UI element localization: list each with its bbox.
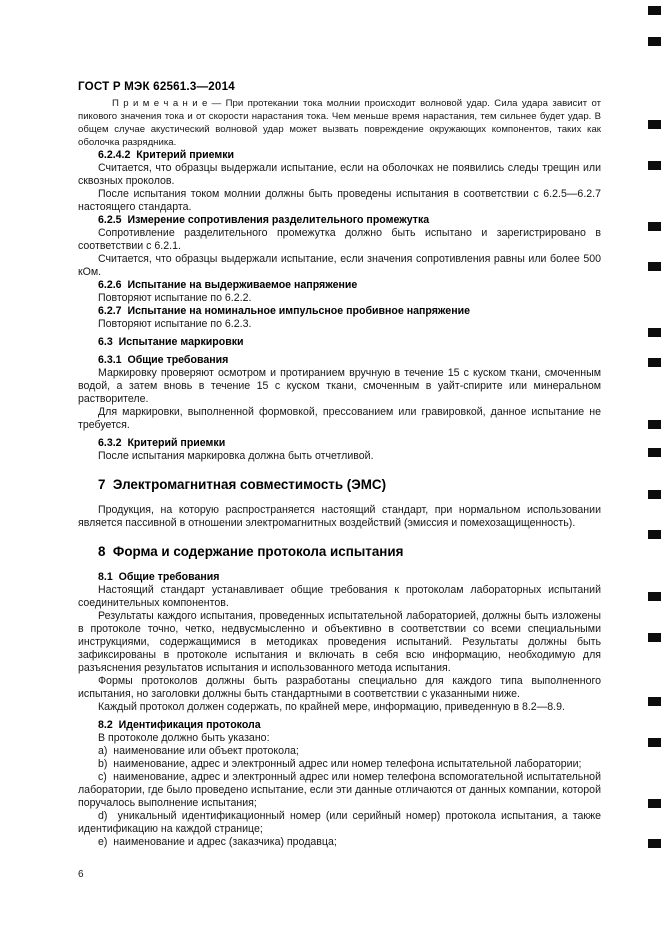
list-item: c) наименование, адрес и электронный адрес или номер телефона вспомогательной испытательной лаборатории, где было проведено испытание, если эти данные отличаются от данных компании, которой поручалось выполнение испытания; bbox=[78, 771, 601, 809]
clause-heading: 6.2.4.2 Критерий приемки bbox=[98, 149, 235, 161]
list-item: d) уникальный идентификационный номер (или серийный номер) протокола испытания, а также идентификацию на каждой странице; bbox=[78, 810, 601, 835]
scan-mark bbox=[648, 222, 661, 231]
scan-mark bbox=[648, 738, 661, 747]
paragraph: Результаты каждого испытания, проведенных испытательной лабораторией, должны быть изложены в протоколе точно, четко, недвусмысленно и объективно в соответствии со всеми специальными инструкциями, содержащимися в методиках проведения испытаний. Результаты должны быть зафиксированы в протоколе испытания и включать в себя всю информацию, необходимую для разъяснения результатов испытания и использованного метода испытания. bbox=[78, 610, 601, 674]
paragraph: Каждый протокол должен содержать, по крайней мере, информацию, приведенную в 8.2—8.9. bbox=[98, 701, 565, 713]
scan-mark bbox=[648, 358, 661, 367]
paragraph: Маркировку проверяют осмотром и протиранием вручную в течение 15 с куском ткани, смоченным водой, а затем вновь в течение 15 с куском ткани, смоченным в уайт-спирите или минеральном растворителе. bbox=[78, 367, 601, 405]
list-item: a) наименование или объект протокола; bbox=[98, 745, 299, 757]
clause-heading: 8.2 Идентификация протокола bbox=[98, 719, 261, 731]
page-number: 6 bbox=[78, 869, 84, 880]
paragraph: Считается, что образцы выдержали испытание, если на оболочках не появились следы трещин или сквозных проколов. bbox=[78, 162, 601, 187]
clause-heading: 6.2.5 Измерение сопротивления разделительного промежутка bbox=[98, 214, 430, 226]
list-item: e) наименование и адрес (заказчика) продавца; bbox=[98, 836, 337, 848]
clause-heading: 6.2.6 Испытание на выдерживаемое напряжение bbox=[98, 279, 358, 291]
document-header: ГОСТ Р МЭК 62561.3—2014 bbox=[78, 80, 235, 93]
scan-mark bbox=[648, 799, 661, 808]
scan-mark bbox=[648, 839, 661, 848]
clause-heading: 6.3.1 Общие требования bbox=[98, 354, 229, 366]
scan-mark bbox=[648, 37, 661, 46]
paragraph: В протоколе должно быть указано: bbox=[98, 732, 270, 744]
paragraph: Сопротивление разделительного промежутка должно быть испытано и зарегистрировано в соответствии с 6.2.1. bbox=[78, 227, 601, 252]
paragraph: Формы протоколов должны быть разработаны специально для каждого типа выполненного испытания, но заголовки должны быть стандартными в соответствии с указанными ниже. bbox=[78, 675, 601, 700]
clause-heading: 6.2.7 Испытание на номинальное импульсное пробивное напряжение bbox=[98, 305, 470, 317]
clause-heading: 6.3 Испытание маркировки bbox=[98, 336, 244, 348]
scan-mark bbox=[648, 633, 661, 642]
scan-mark bbox=[648, 420, 661, 429]
document-content bbox=[78, 80, 601, 849]
scan-mark bbox=[648, 161, 661, 170]
paragraph: Повторяют испытание по 6.2.3. bbox=[98, 318, 252, 330]
clause-heading: 6.3.2 Критерий приемки bbox=[98, 437, 226, 449]
paragraph: Повторяют испытание по 6.2.2. bbox=[98, 292, 252, 304]
scan-mark bbox=[648, 120, 661, 129]
scan-mark bbox=[648, 6, 661, 15]
scan-mark bbox=[648, 697, 661, 706]
chapter-heading: 8 Форма и содержание протокола испытания bbox=[98, 544, 404, 559]
paragraph: Для маркировки, выполненной формовкой, прессованием или гравировкой, данное испытание не требуется. bbox=[78, 406, 601, 431]
paragraph: Продукция, на которую распространяется настоящий стандарт, при нормальном использовании является пассивной в отношении электромагнитных воздействий (эмиссия и помехозащищенность). bbox=[78, 504, 601, 529]
paragraph: После испытания маркировка должна быть отчетливой. bbox=[98, 450, 374, 462]
document-body bbox=[78, 97, 601, 849]
scan-mark bbox=[648, 262, 661, 271]
paragraph: Считается, что образцы выдержали испытание, если значения сопротивления равны или более 500 кОм. bbox=[78, 253, 601, 278]
note-paragraph: П р и м е ч а н и е — При протекании тока молнии происходит волновой удар. Сила удара зависит от пикового значения тока и от скорости нарастания тока. Чем меньше время нарастания, тем сильнее будет удар. В общем случае акустический волновой удар может вызвать повреждение окружающих компонентов, таких как оболочка разрядника. bbox=[78, 98, 601, 148]
clause-heading: 8.1 Общие требования bbox=[98, 571, 220, 583]
chapter-heading: 7 Электромагнитная совместимость (ЭМС) bbox=[98, 477, 387, 492]
paragraph: Настоящий стандарт устанавливает общие требования к протоколам лабораторных испытаний соединительных компонентов. bbox=[78, 584, 601, 609]
paragraph: После испытания током молнии должны быть проведены испытания в соответствии с 6.2.5—6.2.7 настоящего стандарта. bbox=[78, 188, 601, 213]
list-item: b) наименование, адрес и электронный адрес или номер телефона испытательной лаборатории; bbox=[98, 758, 582, 770]
scan-mark bbox=[648, 490, 661, 499]
scan-mark bbox=[648, 530, 661, 539]
scan-mark bbox=[648, 328, 661, 337]
scan-mark bbox=[648, 592, 661, 601]
scan-mark bbox=[648, 448, 661, 457]
